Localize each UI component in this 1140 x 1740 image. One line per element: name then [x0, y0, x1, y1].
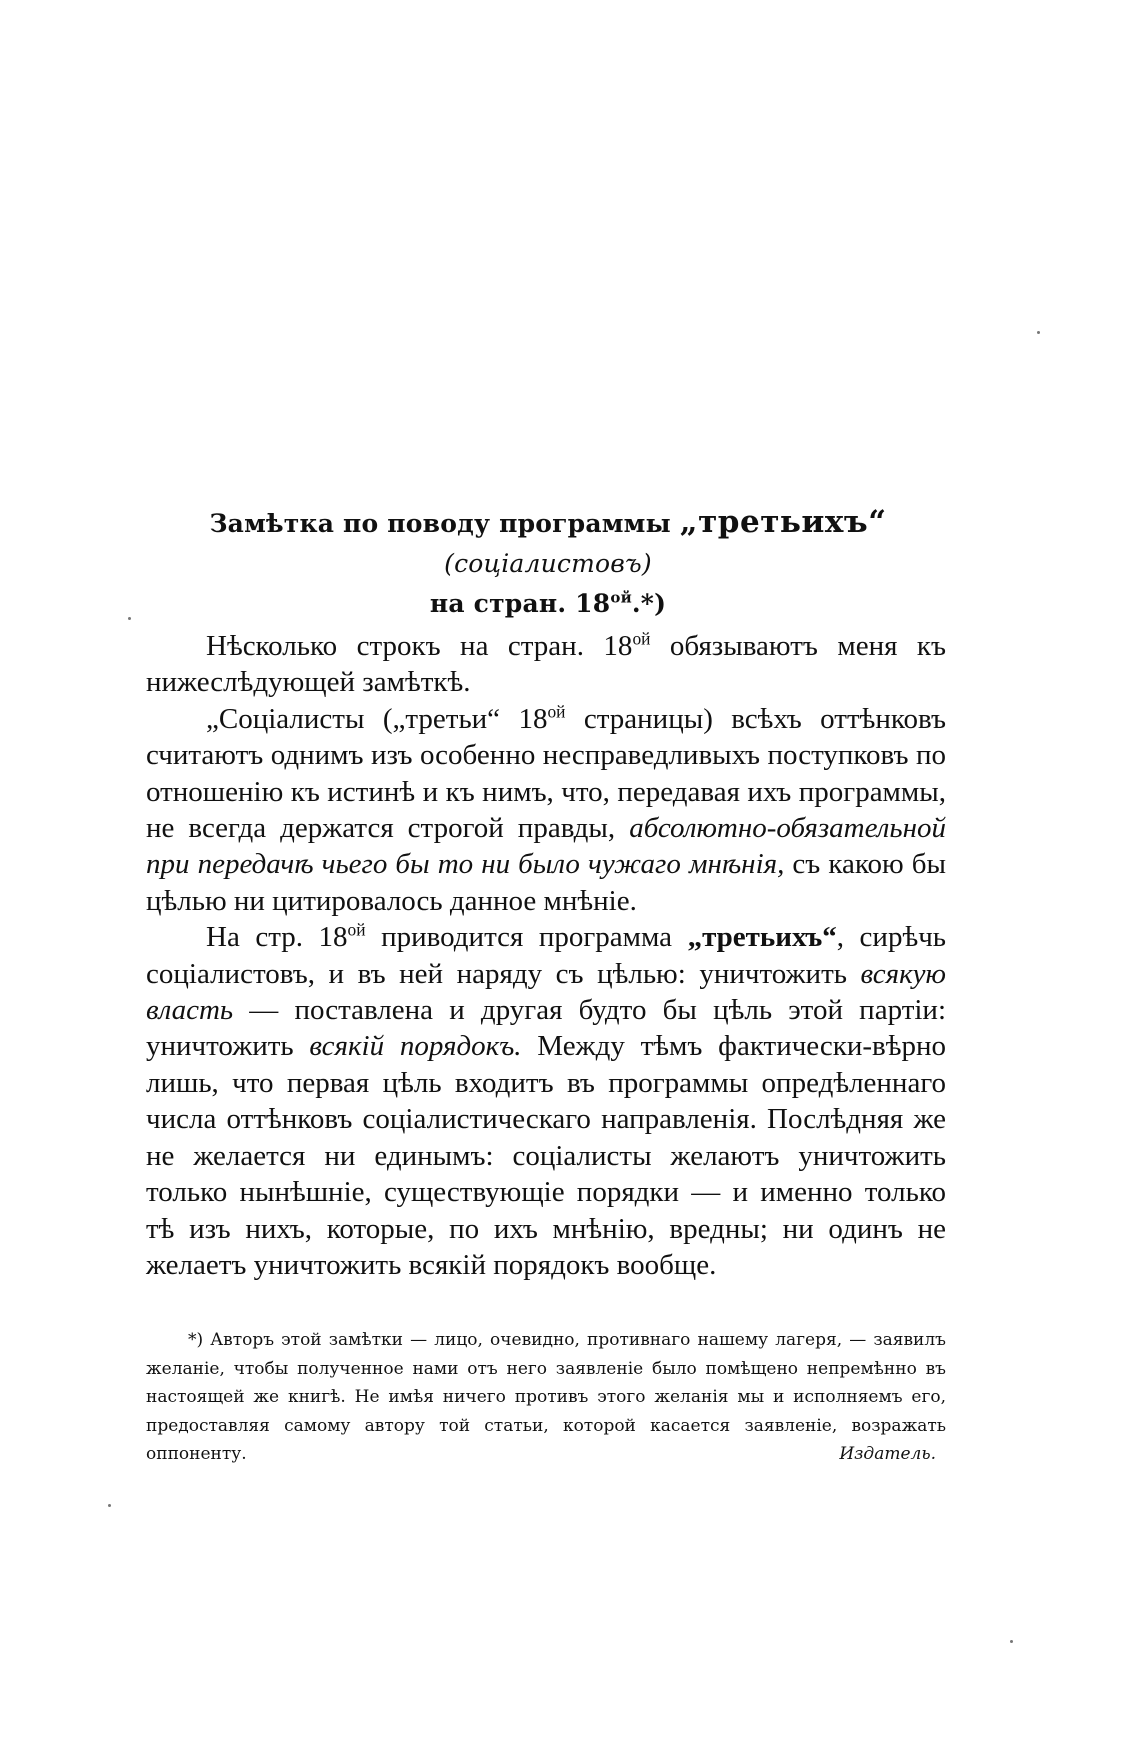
italic-emphasis: всякую власть: [146, 957, 946, 1027]
title-line-2: [148, 584, 948, 624]
title-quoted-word: „третьихъ“: [679, 504, 887, 540]
paragraph-3: [146, 919, 946, 1283]
title-line-1: [148, 502, 948, 584]
superscript: ой: [347, 919, 366, 940]
title-footnote-marker: .*): [631, 589, 667, 618]
bold-emphasis: „третьихъ“: [687, 921, 837, 954]
paragraph-1: [146, 628, 946, 701]
paragraph-text: На стр. 18: [206, 921, 348, 954]
paragraph-text: страницы) всѣхъ оттѣнковъ считаютъ однимъ изъ особенно несправедливыхъ поступковъ по отношенію къ истинѣ и къ нимъ, что, передавая ихъ программы, не всегда держатся строгой правды,: [146, 702, 946, 845]
paragraph-text: Нѣсколько строкъ на стран. 18: [206, 630, 633, 662]
paragraph-text: — поставлена и другая будто бы цѣль этой партіи: уничтожить: [146, 994, 946, 1063]
footnote-body: *) Авторъ этой замѣтки — лицо, очевидно, противнаго нашему лагеря, — заявилъ желаніе, чтобы полученное нами отъ него заявленіе было помѣщено непремѣнно въ настоящей же книгѣ. Не имѣя ничего противъ этого желанія мы и исполняемъ его, предоставляя самому автору той статьи, которой касается заявленіе, возражать оппоненту.: [146, 1330, 946, 1464]
footnote: [146, 1326, 946, 1469]
paragraph-text: обязываютъ меня къ нижеслѣдующей замѣткѣ.: [146, 630, 946, 699]
paragraph-text: съ какою бы цѣлью ни цитировалось данное мнѣніе.: [146, 848, 946, 917]
title-italic-aside: (соціалистовъ): [444, 549, 652, 578]
article-body: [146, 628, 946, 1283]
paragraph-text: Между тѣмъ фактически-вѣрно лишь, что первая цѣль входитъ въ программы опредѣленнаго числа оттѣнковъ соціалистическаго направленія. Послѣдняя же не желается ни единымъ: соціалисты желаютъ уничтожить только нынѣшніе, существующіе порядки — и именно только тѣ изъ нихъ, которые, по ихъ мнѣнію, вредны; ни одинъ не желаетъ уничтожить всякій порядокъ вообще.: [146, 1030, 946, 1281]
article-title: [148, 502, 948, 624]
paragraph-2: [146, 701, 946, 919]
italic-emphasis: абсолютно-обязательной при передачѣ чьего бы то ни было чужаго мнѣнія,: [146, 812, 946, 881]
scan-speck: [128, 617, 131, 620]
scan-speck: [1010, 1640, 1013, 1643]
paragraph-text: приводится программа: [365, 921, 688, 954]
superscript: ой: [632, 628, 651, 649]
paragraph-text: „Соціалисты („третьи“ 18: [206, 702, 548, 735]
title-text: Замѣтка по поводу программы: [209, 509, 680, 538]
publisher-signature: Издатель.: [839, 1444, 936, 1464]
footnote-text: [146, 1326, 946, 1469]
title-page-ref: на стран. 18: [429, 589, 611, 618]
scan-speck: [1037, 331, 1040, 334]
title-superscript: ой: [610, 588, 632, 607]
paragraph-text: , сирѣчь соціалистовъ, и въ ней наряду съ цѣлью: уничтожить: [146, 921, 947, 990]
scan-speck: [108, 1504, 111, 1507]
superscript: ой: [547, 701, 566, 722]
italic-emphasis: всякій порядокъ.: [309, 1030, 522, 1063]
